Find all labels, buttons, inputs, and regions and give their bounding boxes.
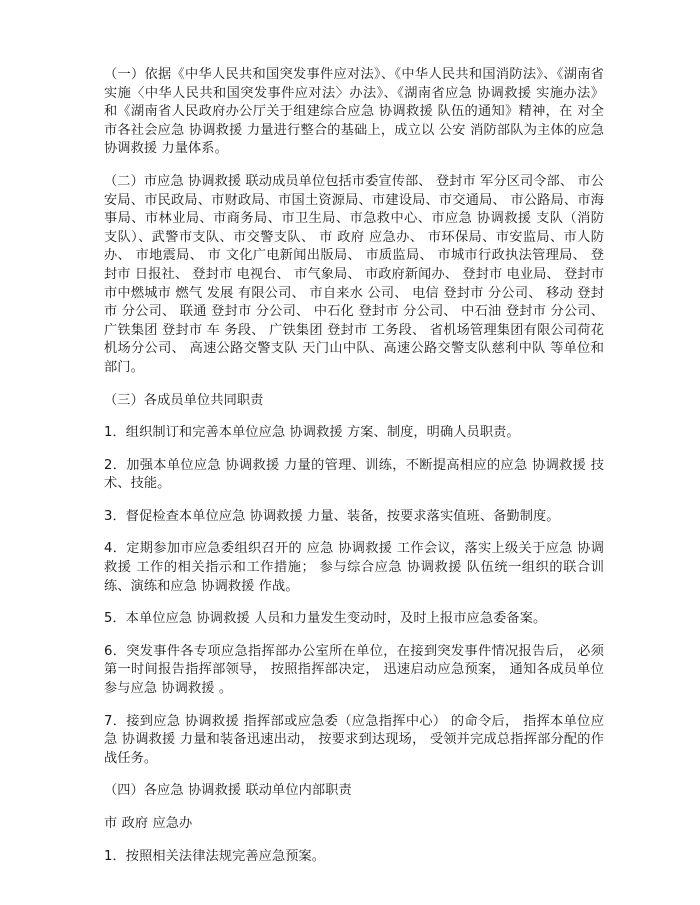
document-page [104,66,604,880]
list-item-duty-5: 5．本单位应急 协调救援 人员和力量发生变动时，及时上报市应急委备案。 [104,611,547,627]
list-item-duty-1: 1．组织制订和完善本单位应急 协调救援 方案、制度，明确人员职责。 [104,425,520,441]
list-item-duty-3: 3．督促检查本单位应急 协调救援 力量、装备，按要求落实值班、备勤制度。 [104,508,560,524]
subheading-emergency-office: 市 政府 应急办 [104,816,193,831]
heading-common-duties: （三）各成员单位共同职责 [104,392,264,408]
heading-internal-duties: （四）各应急 协调救援 联动单位内部职责 [104,783,352,799]
paragraph-basis: （一）依据《中华人民共和国突发事件应对法》、《中华人民共和国消防法》、《湖南省实施〈中华人民共和国突发事件应对法〉办法》、《湖南省应急 协调救援 实施办法》 和《湖南省人民政府办公厅关于组建综合应急 协调救援 队伍的通知》精神，在 对全市各社会应急 协调救援 力量进行整合的基础上，成立以 公安 消防部队为主体的应急 协调救援 力量体系。 [104,67,604,157]
list-item-duty-6: 6．突发事件各专项应急指挥部办公室所在单位，在接到突发事件情况报告后， 必须第一时间报告指挥部领导， 按照指挥部决定， 迅速启动应急预案， 通知各成员单位参与应急 协调救援 。 [104,643,604,697]
paragraph-member-units: （二）市应急 协调救援 联动成员单位包括市委宣传部、 登封市 军分区司令部、 市公安局、市民政局、市财政局、市国土资源局、市建设局、市交通局、 市公路局、市海事局、市林业局、市商务局、市卫生局、市急救中心、市应急 协调救援 支队（消防支队）、武警市支队、市交警支队、 市 政府 应急办、 市环保局、市安监局、市人防办、 市地震局、 市 文化广电新闻出版局、 市质监局、 市城市行政执法管理局、 登封市 日报社、 登封市 电视台、 市气象局、 市政府新闻办、 登封市 电业局、 登封市 市中燃城市 燃气 发展 有限公司、 市自来水 公司、 电信 登封市 分公司、 移动 登封市 分公司、 联通 登封市 分公司、 中石化 登封市 分公司、 中石油 登封市 分公司、 广铁集团 登封市 车 务段、 广铁集团 登封市 工务段、 省机场管理集团有限公司荷花机场分公司、 高速公路交警支队 天门山中队、高速公路交警支队慈利中队 等单位和部门。 [104,173,604,375]
list-item-duty-7: 7．接到应急 协调救援 指挥部或应急委（应急指挥中心） 的命令后， 指挥本单位应急 协调救援 力量和装备迅速出动， 按要求到达现场， 受领并完成总指挥部分配的作战任务。 [104,713,604,766]
list-item-duty-4: 4．定期参加市应急委组织召开的 应急 协调救援 工作会议，落实上级关于应急 协调救援 工作的相关指示和工作措施； 参与综合应急 协调救援 队伍统一组织的联合训练、演练和应急 协调救援 作战。 [104,541,604,594]
list-item-office-duty-1: 1．按照相关法律法规完善应急预案。 [104,848,326,864]
list-item-duty-2: 2．加强本单位应急 协调救援 力量的管理、训练，不断提高相应的应急 协调救援 技术、技能。 [104,457,604,492]
